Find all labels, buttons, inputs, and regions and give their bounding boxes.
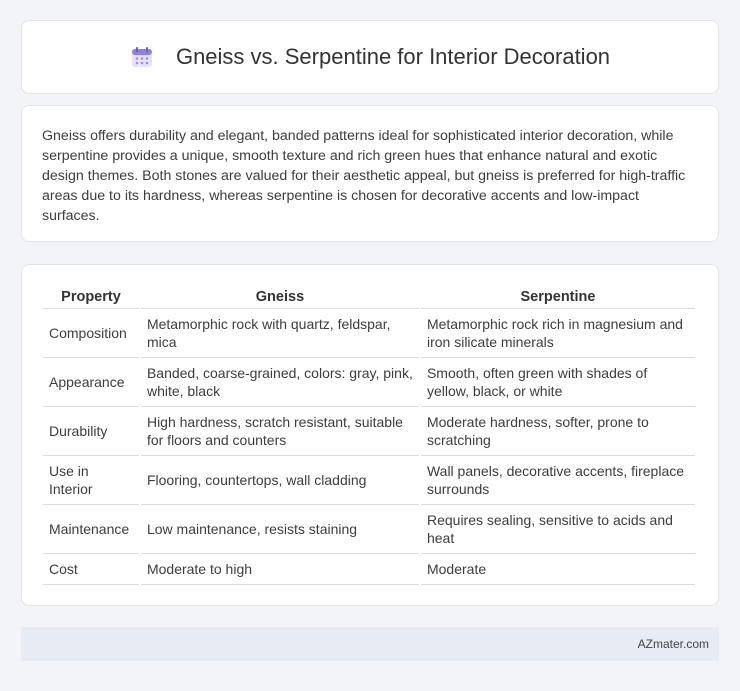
row-property: Appearance <box>43 358 139 407</box>
table-row <box>43 505 695 554</box>
table-row <box>43 407 695 456</box>
row-serpentine: Metamorphic rock rich in magnesium and iron silicate minerals <box>421 309 695 358</box>
footer-brand: AZmater.com <box>637 637 709 651</box>
row-property: Maintenance <box>43 505 139 554</box>
summary-paragraph: Gneiss offers durability and elegant, banded patterns ideal for sophisticated interior decoration, while serpentine provides a unique, smooth texture and rich green hues that enhance natural and exotic design themes. Both stones are valued for their aesthetic appeal, but gneiss is preferred for high-traffic areas due to its hardness, whereas serpentine is chosen for decorative accents and low-impact surfaces. <box>42 128 686 224</box>
row-gneiss: High hardness, scratch resistant, suitable for floors and counters <box>141 407 419 456</box>
calendar-icon <box>130 45 154 69</box>
row-serpentine: Requires sealing, sensitive to acids and heat <box>421 505 695 554</box>
table-row <box>43 456 695 505</box>
table-row <box>43 554 695 585</box>
row-gneiss: Flooring, countertops, wall cladding <box>141 456 419 505</box>
footer <box>21 627 719 661</box>
row-gneiss: Banded, coarse-grained, colors: gray, pink, white, black <box>141 358 419 407</box>
row-serpentine: Moderate hardness, softer, prone to scratching <box>421 407 695 456</box>
table-row <box>43 309 695 358</box>
comparison-card <box>21 264 719 606</box>
row-property: Composition <box>43 309 139 358</box>
row-gneiss: Metamorphic rock with quartz, feldspar, mica <box>141 309 419 358</box>
header-serpentine: Serpentine <box>421 283 695 309</box>
title-card <box>21 20 719 94</box>
row-property: Cost <box>43 554 139 585</box>
row-property: Durability <box>43 407 139 456</box>
header-property: Property <box>43 283 139 309</box>
row-serpentine: Moderate <box>421 554 695 585</box>
row-gneiss: Moderate to high <box>141 554 419 585</box>
row-serpentine: Smooth, often green with shades of yellow, black, or white <box>421 358 695 407</box>
table-header-row <box>43 283 695 309</box>
page-title: Gneiss vs. Serpentine for Interior Decoration <box>175 44 611 69</box>
table-row <box>43 358 695 407</box>
summary-card <box>21 105 719 242</box>
row-serpentine: Wall panels, decorative accents, fireplace surrounds <box>421 456 695 505</box>
row-gneiss: Low maintenance, resists staining <box>141 505 419 554</box>
row-property: Use in Interior <box>43 456 139 505</box>
comparison-table <box>41 283 697 585</box>
header-gneiss: Gneiss <box>141 283 419 309</box>
